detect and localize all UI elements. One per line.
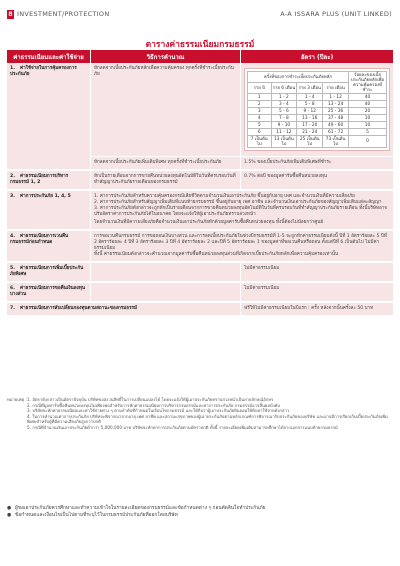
schedule-cell: 17 - 20 [297, 122, 323, 129]
table-row [7, 283, 393, 303]
schedule-cell: 25 - 36 [323, 108, 349, 115]
row-name: 2. ค่าธรรมเนียมการบริหารกรมธรรม์ 1, 2 [7, 171, 91, 189]
footnote: 5. กรณีที่จำนวนเงินเอาประกันภัยต่ำกว่า 5,000,000 บาท บริษัทจะหักค่าการประกันภัยตามอัตราปกติ ทั้งนี้ รายละเอียดเพิ่มเติมสามารถศึกษาได้จากเอกสารแนบท้ายกรมธรรม์ [27, 424, 338, 430]
schedule-cell: 9 - 10 [271, 122, 297, 129]
row-description: 1. ค่าการประกันภัยสำหรับความคุ้มครองกรณีเสียชีวิตตามจำนวนเงินเอาประกันภัย ขึ้นอยู่กับอายุ เพศ และจำนวนเงินที่มีความเสี่ยงภัย 2. ค่าการประกันภัยสำหรับสัญญาเพิ่มเติมที่แนบท้ายกรมธรรม์ ขึ้นอยู่กับอายุ เพศ อาชีพ และจำนวนเงินเอาประกันภัยของสัญญาเพิ่มเติมแต่ละสัญญา 3. ค่าการประกันภัยดังกล่าวจะถูกหักเป็นรายเดือนจากการขายคืนหน่วยลงทุนอัตโนมัติในวันที่ครบรอบวันที่ทำสัญญาประกันภัยรายเดือน ทั้งนี้บริษัทอาจปรับอัตราค่าการประกันภัยได้ในอนาคต โดยจะแจ้งให้ผู้เอาประกันภัยทราบล่วงหน้า โดยจำนวนเงินที่มีความเสี่ยงภัยคือจำนวนเงินเอาประกันภัยหักด้วยมูลค่ารับซื้อคืนหน่วยลงทุน ทั้งนี้ต้องไม่น้อยกว่าศูนย์ [94, 194, 387, 225]
row-name: 5. ค่าธรรมเนียมการเพิ่มเบี้ยประกันภัยพิเศษ [7, 263, 91, 281]
schedule-cell: 10 [349, 122, 387, 129]
row-rate [241, 63, 393, 156]
footnote: 2. กรณีที่มูลค่ารับซื้อคืนหน่วยลงทุนไม่เพียงพอสำหรับการหักค่าธรรมเนียมการบริหารกรมธรรม์และค่าการประกันภัย กรมธรรม์อาจสิ้นผลบังคับ [27, 402, 281, 408]
header-section: INVESTMENT/PROTECTION [17, 10, 110, 18]
table-row [7, 191, 393, 231]
schedule-cell: 21 - 24 [297, 129, 323, 136]
premium-schedule-table: ครั้งที่ของการชำระเบี้ยประกันภัยหลัก ร้อยละของเบี้ยประกันภัยหลักเพื่อความคุ้มครองที่ชำระ ราย ปี ราย 6 เดือน ราย 3 เดือน ราย เดือน 1 1 - 2 1 - 4 1 - 12 40 2 3 - 4 5 - 8 13 - 24 40 3 5 - 6 9 - 12 25 - 36 20 4 7 - 8 13 - 16 37 - 48 10 5 9 - 10 17 - 20 49 - 60 10 6 11 - 12 21 - 24 61 - 72 5 7 เป็นต้นไป 13 เป็นต้นไป 25 เป็นต้นไป 73 เป็นต้นไป 0 [247, 71, 387, 148]
schedule-cell: 61 - 72 [323, 129, 349, 136]
schedule-cell: 37 - 48 [323, 115, 349, 122]
schedule-cell: 6 [248, 129, 272, 136]
table-row [7, 171, 393, 191]
row-rate: ไม่มีค่าธรรมเนียม [244, 266, 280, 271]
row-calc-extra: หักลดจากเบี้ยประกันภัยเพิ่มเติมพิเศษ ทุกครั้งที่ชำระเบี้ยประกันภัย [91, 157, 241, 169]
schedule-cell: 11 - 12 [271, 129, 297, 136]
schedule-row [248, 101, 387, 108]
schedule-cell: 3 - 4 [271, 101, 297, 108]
table-header [7, 50, 393, 63]
schedule-cell: 1 - 2 [271, 94, 297, 101]
schedule-row [248, 115, 387, 122]
table-row [7, 263, 393, 283]
schedule-cell: 40 [349, 94, 387, 101]
schedule-cell: 7 - 8 [271, 115, 297, 122]
footnote: 4. ในการคำนวณค่าการประกันภัย บริษัทจะพิจารณาจากอายุ เพศ อาชีพ และสถานะสุขภาพของผู้เอาประกันภัยตามหลักเกณฑ์การพิจารณารับประกันภัยของบริษัท และอาจมีการเรียกเก็บเบี้ยประกันภัยเพิ่มพิเศษสำหรับผู้ที่มีความเสี่ยงภัยสูงกว่าปกติ [27, 413, 388, 425]
footnotes [7, 397, 393, 431]
schedule-row [248, 136, 387, 148]
row-name: 4. ค่าธรรมเนียมการเวนคืนกรมธรรม์ก่อนกำหนด [7, 231, 91, 261]
row-calc: หักลดจากเบี้ยประกันภัยหลักเพื่อความคุ้มครอง ทุกครั้งที่ชำระเบี้ยประกันภัย [91, 63, 241, 156]
header-rate: อัตรา (ปีละ) [300, 53, 334, 61]
header-fee-name: ค่าธรรมเนียมและค่าใช้จ่าย [7, 50, 91, 63]
list-item: ● ข้อกำหนดและเงื่อนไขเป็นไปตามที่ระบุไว้ในกรมธรรม์ประกันภัยที่ออกโดยบริษัท [7, 513, 178, 518]
schedule-cell: 3 [248, 108, 272, 115]
schedule-cell: 0 [349, 136, 387, 148]
page-header [0, 0, 400, 28]
schedule-cell: 25 เป็นต้นไป [297, 136, 323, 148]
schedule-cell: 20 [349, 108, 387, 115]
row-name: 3. ค่าการประกันภัย 1, 4, 5 [7, 191, 91, 229]
bullet-icon: ● [7, 513, 12, 518]
schedule-cell: 73 เป็นต้นไป [323, 136, 349, 148]
schedule-cell: 1 - 4 [297, 94, 323, 101]
header-product: A-A ISSARA PLUS (UNIT LINKED) [280, 10, 392, 18]
schedule-cell: 5 [349, 129, 387, 136]
schedule-cell: 5 [248, 122, 272, 129]
footnotes-label: หมายเหตุ : [7, 397, 27, 402]
table-row [7, 63, 393, 171]
schedule-row [248, 129, 387, 136]
schedule-cell: 2 [248, 101, 272, 108]
schedule-cell: 13 - 16 [297, 115, 323, 122]
table-row [7, 303, 393, 317]
table-row [7, 231, 393, 263]
list-item: ● ผู้ขอเอาประกันภัยควรศึกษาและทำความเข้าใจในรายละเอียดของกรมธรรม์และข้อกำหนดต่าง ๆ ก่อนตัดสินใจทำประกันภัย [7, 506, 266, 511]
premium-schedule [244, 68, 390, 151]
row-name: 7. ค่าธรรมเนียมการสับเปลี่ยนกองทุนตามสถานะของกรมธรรม์ [7, 303, 241, 315]
row-rate: ไม่มีค่าธรรมเนียม [244, 286, 280, 291]
schedule-cell: 13 - 24 [323, 101, 349, 108]
schedule-cell: 5 - 6 [271, 108, 297, 115]
schedule-row [248, 108, 387, 115]
footnote: 3. บริษัทจะหักค่าธรรมเนียมและค่าใช้จ่ายต่าง ๆ ตามลำดับที่กำหนดในเงื่อนไขกรมธรรม์ และให้ถือว่าผู้เอาประกันภัยยินยอมให้หักค่าใช้จ่ายดังกล่าว [27, 408, 290, 414]
row-description: การขอเวนคืนกรมธรรม์ การขอถอนเงินบางส่วน และการลดเบี้ยประกันภัยในช่วงปีกรมธรรม์ที่ 1-5 จะถูกหักค่าธรรมเนียมดังนี้ ปีที่ 1 อัตราร้อยละ 5 ปีที่ 2 อัตราร้อยละ 4 ปีที่ 3 อัตราร้อยละ 3 ปีที่ 4 อัตราร้อยละ 2 และปีที่ 5 อัตราร้อยละ 1 ของมูลค่าที่ขอเวนคืนหรือถอน ตั้งแต่ปีที่ 6 เป็นต้นไป ไม่มีค่าธรรมเนียม ทั้งนี้ ค่าธรรมเนียมดังกล่าวจะคำนวณจากมูลค่ารับซื้อคืนหน่วยลงทุนส่วนที่เกิดจากเบี้ยประกันภัยหลักเพื่อความคุ้มครองเท่านั้น [94, 234, 387, 257]
row-rate-extra: 1.5% ของเบี้ยประกันภัยเพิ่มเติมพิเศษที่ชำระ [244, 160, 332, 165]
row-name: 6. ค่าธรรมเนียมการขอคืนเงินลงทุนบางส่วน [7, 283, 91, 301]
schedule-cell: 1 [248, 94, 272, 101]
row-name: 1. ค่าใช้จ่ายในการคุ้มครองการประกันภัย [7, 63, 91, 169]
schedule-cell: 40 [349, 101, 387, 108]
page-number: 8 [8, 11, 13, 18]
schedule-cell: 1 - 12 [323, 94, 349, 101]
row-calc: หักเป็นรายเดือนจากการขายคืนหน่วยลงทุนอัตโนมัติในวันที่ครบรอบวันที่ทำสัญญาประกันภัยรายเดือนของกรมธรรม์ [91, 171, 241, 189]
schedule-cell: 9 - 12 [297, 108, 323, 115]
footnote: 1. อัตราดังกล่าวเป็นอัตราปัจจุบัน บริษัทขอสงวนสิทธิ์ในการเปลี่ยนแปลงได้ โดยจะแจ้งให้ผู้เอาประกันภัยทราบล่วงหน้าเป็นลายลักษณ์อักษร [27, 397, 274, 402]
page-title: ตารางค่าธรรมเนียมกรมธรรม์ [145, 40, 255, 50]
schedule-cell: 10 [349, 115, 387, 122]
fee-table [7, 50, 393, 317]
schedule-cell: 49 - 60 [323, 122, 349, 129]
header-calc: วิธีการคำนวณ [91, 50, 241, 63]
schedule-row [248, 94, 387, 101]
bullet-icon: ● [7, 506, 12, 511]
schedule-cell: 7 เป็นต้นไป [248, 136, 272, 148]
row-rate: ฟรีให้ไม่มีค่าธรรมเนียมในปีแรก : ครั้ง หลังจากนั้นครั้งละ 50 บาท [244, 306, 374, 311]
schedule-row [248, 122, 387, 129]
schedule-cell: 5 - 8 [297, 101, 323, 108]
disclaimer-bullets [7, 505, 393, 519]
row-rate: 0.7% ต่อปี ของมูลค่ารับซื้อคืนหน่วยลงทุน [244, 174, 328, 179]
schedule-cell: 4 [248, 115, 272, 122]
schedule-cell: 13 เป็นต้นไป [271, 136, 297, 148]
